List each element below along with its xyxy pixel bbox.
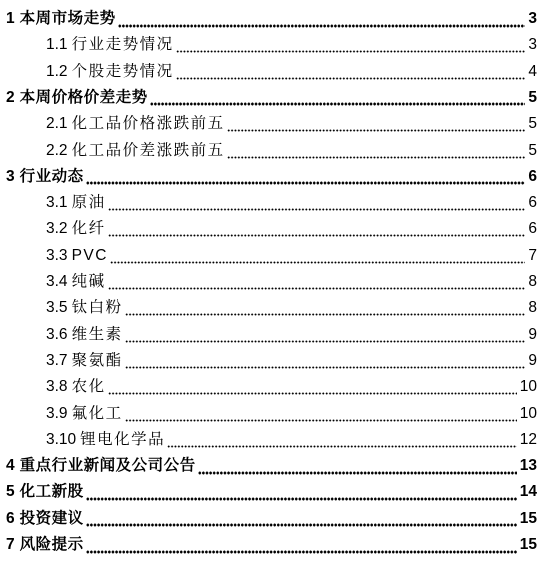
toc-page-number: 5	[528, 115, 537, 133]
toc-dot-leader	[227, 114, 526, 134]
toc-entry-number: 3.10	[46, 430, 77, 448]
toc-entry-title: 本周价格价差走势	[19, 88, 148, 106]
toc-dot-leader	[86, 167, 526, 187]
toc-dot-leader	[108, 377, 517, 397]
toc-dot-leader	[125, 298, 526, 318]
toc-entry-number: 3.4	[46, 273, 68, 290]
toc-entry-title: 本周市场走势	[19, 10, 116, 27]
toc-entry-title: 个股走势情况	[71, 62, 174, 80]
toc-chapter-entry[interactable]	[0, 529, 549, 555]
toc-page-number: 14	[519, 483, 537, 501]
toc-chapter-entry[interactable]	[0, 3, 549, 29]
toc-section-entry[interactable]	[0, 319, 549, 345]
toc-section-entry[interactable]	[0, 213, 549, 239]
toc-dot-leader	[176, 35, 526, 55]
toc-section-entry[interactable]	[0, 108, 549, 134]
toc-entry-title: 钛白粉	[71, 299, 123, 317]
toc-entry-number: 3	[6, 167, 15, 185]
toc-dot-leader	[176, 62, 526, 82]
toc-entry-title: 化工品价格涨跌前五	[71, 115, 225, 133]
toc-section-entry[interactable]	[0, 56, 549, 82]
toc-entry-number: 5	[6, 483, 15, 501]
toc-section-entry[interactable]	[0, 135, 549, 161]
toc-dot-leader	[125, 351, 526, 371]
toc-entry-title: PVC	[71, 246, 108, 264]
toc-page-number: 6	[528, 220, 537, 238]
toc-dot-leader	[150, 88, 526, 108]
toc-entry-title: 聚氨酯	[71, 351, 123, 369]
toc-entry-title: 投资建议	[19, 509, 84, 527]
toc-dot-leader	[125, 404, 517, 424]
toc-page-number: 4	[528, 62, 537, 80]
toc-chapter-entry[interactable]	[0, 161, 549, 187]
toc-entry-number: 3.6	[46, 325, 68, 343]
toc-page-number: 6	[528, 167, 537, 185]
toc-chapter-entry[interactable]	[0, 503, 549, 529]
toc-entry-number: 3.9	[46, 404, 68, 422]
toc-page-number: 8	[528, 273, 537, 290]
toc-page-number: 10	[519, 378, 537, 396]
toc-entry-number: 2.2	[46, 141, 68, 159]
toc-page-number: 3	[528, 10, 537, 27]
toc-page-number: 9	[528, 325, 537, 343]
toc-page-number: 6	[528, 194, 537, 212]
toc-entry-title: 氟化工	[71, 404, 123, 422]
toc-section-entry[interactable]	[0, 371, 549, 397]
toc-entry-title: 行业动态	[19, 167, 84, 185]
toc-entry-number: 7	[6, 536, 15, 553]
toc-section-entry[interactable]	[0, 292, 549, 318]
toc-entry-title: 风险提示	[19, 536, 84, 553]
toc-section-entry[interactable]	[0, 266, 549, 292]
toc-entry-title: 纯碱	[71, 273, 106, 290]
toc-dot-leader	[108, 193, 526, 213]
toc-entry-title: 化纤	[71, 220, 106, 238]
toc-entry-number: 6	[6, 509, 15, 527]
toc-entry-title: 化工新股	[19, 483, 84, 501]
toc-dot-leader	[86, 482, 517, 502]
toc-entry-number: 3.1	[46, 194, 68, 212]
toc-entry-title: 重点行业新闻及公司公告	[19, 457, 196, 475]
toc-chapter-entry[interactable]	[0, 450, 549, 476]
toc-page-number: 7	[528, 246, 537, 264]
toc-entry-number: 1.1	[46, 36, 68, 54]
toc-entry-number: 3.2	[46, 220, 68, 238]
toc-page-number: 13	[519, 457, 537, 475]
toc-section-entry[interactable]	[0, 345, 549, 371]
toc-chapter-entry[interactable]	[0, 82, 549, 108]
toc-section-entry[interactable]	[0, 424, 549, 450]
toc-page-number: 8	[528, 299, 537, 317]
toc-entry-title: 维生素	[71, 325, 123, 343]
toc-entry-number: 2	[6, 88, 15, 106]
toc-entry-number: 3.7	[46, 351, 68, 369]
toc-page-number: 15	[519, 536, 537, 553]
toc-dot-leader	[86, 535, 517, 555]
toc-section-entry[interactable]	[0, 398, 549, 424]
toc-dot-leader	[198, 456, 517, 476]
toc-entry-title: 行业走势情况	[71, 36, 174, 54]
toc-entry-title: 农化	[71, 378, 106, 396]
toc-entry-number: 2.1	[46, 115, 68, 133]
toc-entry-number: 3.5	[46, 299, 68, 317]
toc-entry-number: 1.2	[46, 62, 68, 80]
toc-page-number: 15	[519, 509, 537, 527]
toc-entry-number: 1	[6, 10, 15, 27]
toc-dot-leader	[125, 325, 526, 345]
toc-entry-number: 3.8	[46, 378, 68, 396]
toc-dot-leader	[110, 246, 525, 266]
toc-dot-leader	[108, 272, 526, 292]
toc-dot-leader	[118, 9, 526, 29]
toc-entry-number: 4	[6, 457, 15, 475]
toc-page-number: 10	[519, 404, 537, 422]
toc-page-number: 5	[528, 88, 537, 106]
toc-section-entry[interactable]	[0, 240, 549, 266]
toc-page-number: 3	[528, 36, 537, 54]
toc-dot-leader	[167, 430, 517, 450]
toc-page-number: 9	[528, 351, 537, 369]
toc-section-entry[interactable]	[0, 187, 549, 213]
toc-entry-title: 锂电化学品	[80, 430, 166, 448]
toc-page-number: 12	[519, 430, 537, 448]
toc-entry-title: 原油	[71, 194, 106, 212]
toc-chapter-entry[interactable]	[0, 476, 549, 502]
toc-page-number: 5	[528, 141, 537, 159]
toc-section-entry[interactable]	[0, 29, 549, 55]
toc-dot-leader	[86, 509, 517, 529]
toc-dot-leader	[108, 219, 526, 239]
toc-entry-number: 3.3	[46, 246, 68, 264]
toc-entry-title: 化工品价差涨跌前五	[71, 141, 225, 159]
toc-dot-leader	[227, 141, 526, 161]
